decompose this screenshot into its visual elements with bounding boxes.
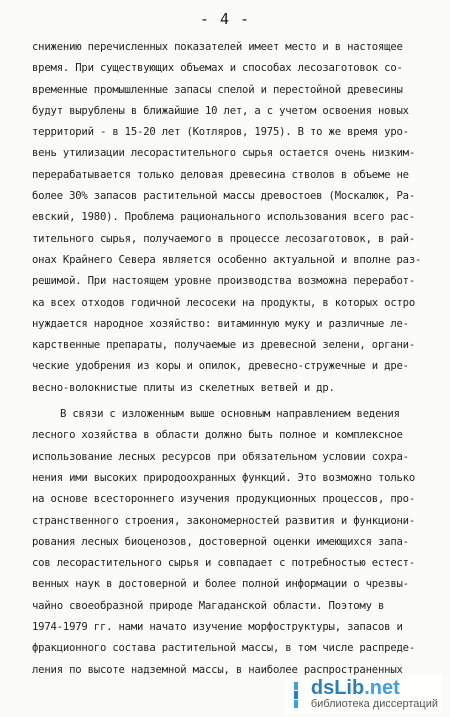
text-line: вень утилизации лесорастительного сырья остается очень низким- (32, 147, 416, 160)
watermark-brand-tld: .net (364, 677, 400, 699)
text-line: весно-волокнистые плиты из скелетных ветвей и др. (32, 381, 335, 394)
paragraph-1 (32, 37, 432, 399)
text-line: более 30% запасов растительной массы древостоев (Москалюк, Ра- (32, 190, 416, 203)
watermark-text (311, 678, 438, 711)
text-line: снижению перечисленных показателей имеет место и в настоящее (32, 41, 403, 53)
text-line: лесного хозяйства в области должно быть полное и комплексное (32, 429, 403, 442)
text-line: ческие удобрения из коры и опилок, древесно-стружечные и дре- (32, 360, 409, 373)
watermark-subtitle: библиотека диссертаций (310, 698, 438, 710)
text-line: онах Крайнего Севера является особенно актуальной и вполне раз- (32, 253, 422, 266)
text-line: время. При существующих объемах и способах лесозаготовок со- (32, 62, 403, 75)
text-line: венных наук в достоверной и более полной информации о чрезвы- (32, 578, 409, 591)
text-line: чайно своеобразной природе Магаданской области. Поэтому в (32, 599, 385, 612)
text-line: рования лесных биоценозов, достоверной оценки имеющихся запа- (32, 535, 409, 548)
text-line: сов лесорастительного сырья и совпадает с потребностью естест- (32, 557, 416, 570)
paragraph-2 (32, 404, 432, 681)
document-body (32, 37, 432, 681)
text-line: нения ими высоких природоохранных функций. Это возможно только (32, 471, 416, 484)
dslib-logo-icon (289, 680, 303, 710)
text-line: фракционного состава растительной массы, в том числе распреде- (32, 642, 416, 655)
text-line: использование лесных ресурсов при обязательном условии сохра- (32, 450, 409, 463)
text-line: 1974-1979 гг. нами начато изучение морфоструктуры, запасов и (32, 621, 403, 634)
text-line: странственного строения, закономерностей развития и функциони- (32, 514, 416, 527)
text-line: будут вырублены в ближайшие 10 лет, а с учетом освоения новых (32, 104, 409, 117)
dslib-watermark (285, 676, 442, 713)
text-line: В связи с изложенным выше основным направлением ведения (60, 408, 400, 421)
text-line: евский, 1980). Проблема рационального использования всего рас- (32, 211, 416, 224)
text-line: ления по высоте надземной массы, в наиболее распространенных (32, 663, 403, 676)
watermark-brand-main: dsLib (310, 677, 365, 699)
text-line: перерабатывается только деловая древесина стволов в объеме не (32, 168, 409, 181)
text-line: ка всех отходов годичной лесосеки на продукты, в которых остро (32, 296, 416, 309)
text-line: на основе всестороннего изучения продукционных процессов, про- (32, 493, 416, 506)
text-line: временные промышленные запасы спелой и перестойной древесины (32, 83, 403, 96)
text-line: карственные препараты, получаемые из древесной зелени, органи- (32, 339, 416, 352)
text-line: тительного сырья, получаемого в процессе лесозаготовок, в рай- (32, 232, 416, 245)
text-line: решимой. При настоящем уровне производства возможна переработ- (32, 275, 416, 288)
watermark-brand (311, 678, 438, 698)
text-line: территорий - в 15-20 лет (Котляров, 1975). В то же время уро- (32, 126, 409, 139)
page-number: - 4 - (199, 10, 251, 28)
text-line: нуждается народное хозяйство: витаминную муку и различные ле- (32, 317, 409, 330)
